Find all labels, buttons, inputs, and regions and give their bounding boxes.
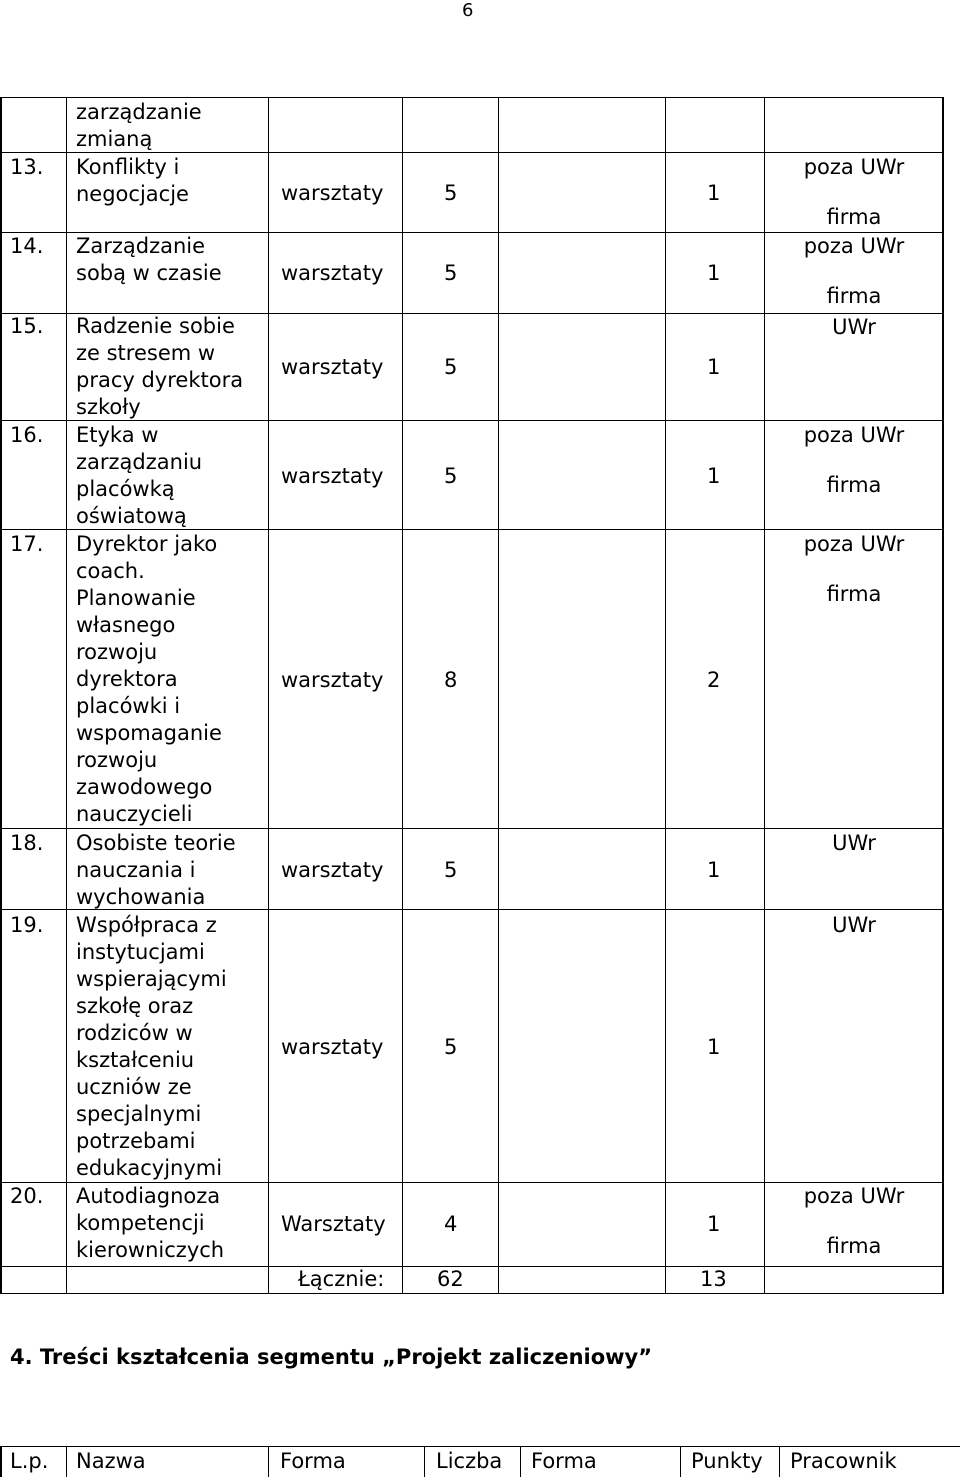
row-liczba: 5 bbox=[444, 1035, 458, 1059]
row-name: Osobiste teorie nauczania i wychowania bbox=[76, 831, 236, 909]
row-forma: warsztaty bbox=[281, 181, 384, 205]
row-liczba: 5 bbox=[444, 261, 458, 285]
row-pracownik: UWr bbox=[832, 831, 876, 855]
header-forma-2: Forma bbox=[531, 1449, 597, 1473]
row-name: Autodiagnoza kompetencji kierowniczych bbox=[76, 1184, 225, 1262]
row-lp: 17. bbox=[10, 532, 44, 556]
row-pracownik: poza UWr firma bbox=[803, 532, 905, 606]
row-punkty: 1 bbox=[707, 181, 721, 205]
row-name: Konflikty i negocjacje bbox=[76, 155, 189, 206]
header-punkty: Punkty bbox=[691, 1449, 763, 1473]
total-label: Łącznie: bbox=[298, 1267, 385, 1291]
row-name-continuation: zarządzanie zmianą bbox=[76, 100, 202, 151]
row-punkty: 1 bbox=[707, 1035, 721, 1059]
row-lp: 15. bbox=[10, 314, 44, 338]
row-forma: warsztaty bbox=[281, 355, 384, 379]
header-lp: L.p. bbox=[10, 1449, 49, 1473]
header-liczba: Liczba bbox=[436, 1449, 503, 1473]
row-liczba: 5 bbox=[444, 355, 458, 379]
section-heading: 4. Treści kształcenia segmentu „Projekt zaliczeniowy” bbox=[10, 1345, 653, 1369]
row-name: Radzenie sobie ze stresem w pracy dyrektora szkoły bbox=[76, 314, 244, 419]
header-forma: Forma bbox=[280, 1449, 346, 1473]
row-lp: 20. bbox=[10, 1184, 44, 1208]
row-pracownik: poza UWr firma bbox=[803, 1184, 905, 1258]
row-pracownik: poza UWr firma bbox=[803, 423, 905, 497]
row-forma: Warsztaty bbox=[281, 1212, 386, 1236]
row-pracownik: UWr bbox=[832, 315, 876, 339]
row-liczba: 5 bbox=[444, 858, 458, 882]
row-name: Współpraca z instytucjami wspierającymi szkołę oraz rodziców w kształceniu uczniów ze specjalnymi potrzebami edukacyjnymi bbox=[76, 913, 227, 1180]
row-name: Dyrektor jako coach. Planowanie własnego rozwoju dyrektora placówki i wspomaganie rozwoju zawodowego nauczycieli bbox=[76, 532, 222, 826]
row-punkty: 1 bbox=[707, 858, 721, 882]
row-pracownik: UWr bbox=[832, 913, 876, 937]
row-lp: 16. bbox=[10, 423, 44, 447]
row-liczba: 5 bbox=[444, 181, 458, 205]
row-forma: warsztaty bbox=[281, 1035, 384, 1059]
header-pracownik: Pracownik bbox=[790, 1449, 897, 1473]
row-punkty: 1 bbox=[707, 261, 721, 285]
row-name: Zarządzanie sobą w czasie bbox=[76, 234, 222, 285]
row-punkty: 2 bbox=[707, 668, 721, 692]
header-nazwa: Nazwa bbox=[76, 1449, 146, 1473]
page-number: 6 bbox=[462, 0, 474, 21]
row-liczba: 4 bbox=[444, 1212, 458, 1236]
row-punkty: 1 bbox=[707, 1212, 721, 1236]
row-lp: 18. bbox=[10, 831, 44, 855]
row-name: Etyka w zarządzaniu placówką oświatową bbox=[76, 423, 203, 528]
row-liczba: 8 bbox=[444, 668, 458, 692]
row-forma: warsztaty bbox=[281, 668, 384, 692]
total-punkty: 13 bbox=[700, 1267, 727, 1291]
row-forma: warsztaty bbox=[281, 464, 384, 488]
row-forma: warsztaty bbox=[281, 858, 384, 882]
row-lp: 19. bbox=[10, 913, 44, 937]
row-forma: warsztaty bbox=[281, 261, 384, 285]
row-pracownik: poza UWr firma bbox=[803, 155, 905, 229]
row-lp: 14. bbox=[10, 234, 44, 258]
row-punkty: 1 bbox=[707, 464, 721, 488]
total-liczba: 62 bbox=[437, 1267, 464, 1291]
row-punkty: 1 bbox=[707, 355, 721, 379]
row-liczba: 5 bbox=[444, 464, 458, 488]
row-lp: 13. bbox=[10, 155, 44, 179]
row-pracownik: poza UWr firma bbox=[803, 234, 905, 308]
